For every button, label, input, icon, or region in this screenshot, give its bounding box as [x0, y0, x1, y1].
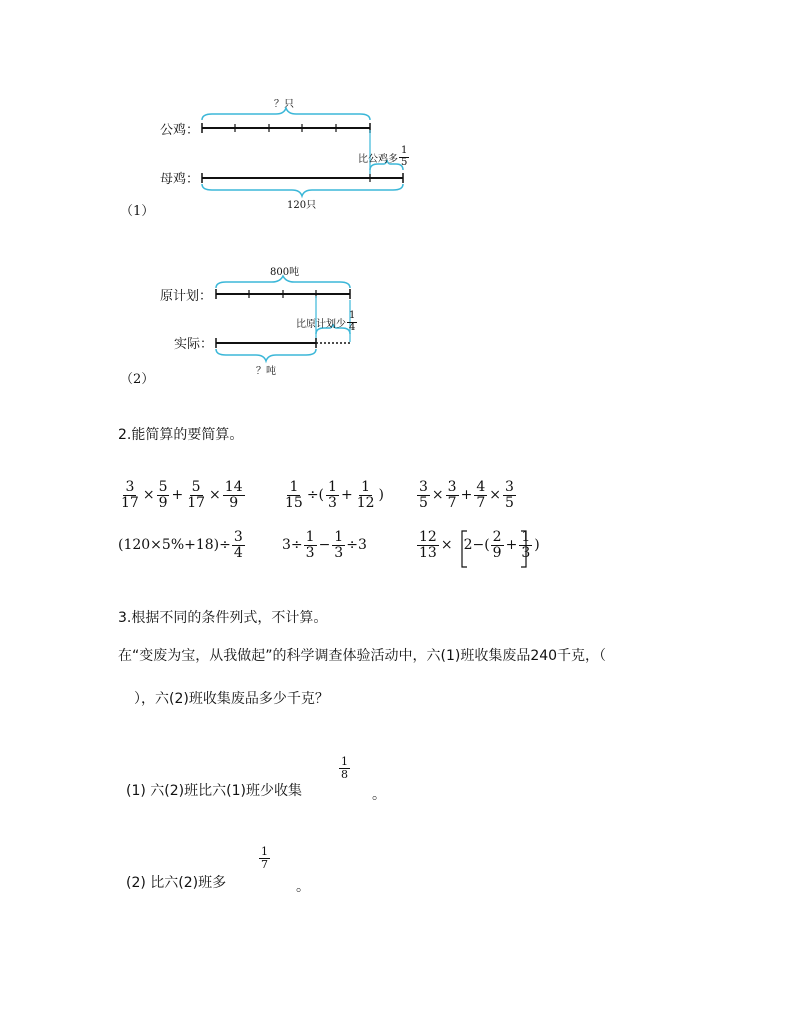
diagram2-diff-text: 比原计划少	[296, 318, 346, 330]
fraction-denominator: 7	[261, 857, 268, 871]
fraction-numerator: 12	[419, 529, 437, 545]
diagram1-row2-label: 母鸡：	[160, 172, 200, 187]
fraction	[119, 480, 141, 510]
fraction-numerator: 1	[401, 145, 408, 156]
fraction-numerator: 1	[361, 479, 371, 495]
expression-4	[118, 530, 246, 560]
fraction-numerator: 5	[191, 479, 201, 495]
fraction	[157, 480, 170, 510]
fraction	[185, 480, 207, 510]
fraction-denominator: 15	[285, 494, 303, 511]
fraction-denominator: 9	[158, 494, 168, 511]
fraction-denominator: 7	[447, 494, 457, 511]
q3-condition-2-end: 。	[296, 879, 310, 895]
fraction-numerator: 1	[261, 845, 268, 858]
fraction	[326, 480, 339, 510]
fraction-denominator: 8	[341, 767, 348, 781]
diagram1-diff-fraction	[399, 146, 409, 168]
times-symbol: ×	[440, 537, 453, 554]
fraction-denominator: 3	[328, 494, 337, 511]
fraction-denominator: 12	[356, 494, 375, 511]
expression-6	[416, 530, 541, 560]
plus-symbol: +	[460, 487, 473, 504]
fraction-numerator: 5	[158, 479, 168, 495]
fraction	[223, 480, 245, 510]
fraction-denominator: 3	[334, 544, 344, 561]
plus-symbol: +	[340, 487, 353, 504]
fraction	[519, 530, 532, 560]
fraction	[474, 480, 487, 510]
diagram1-index: （1）	[120, 204, 155, 219]
fraction-denominator: 7	[476, 494, 486, 511]
q3-line1: 在“变废为宝，从我做起”的科学调查体验活动中，六(1)班收集废品240千克，（	[118, 648, 607, 664]
expression-2	[282, 480, 385, 510]
fraction	[232, 530, 245, 560]
fraction-numerator: 3	[125, 479, 135, 495]
q2-heading: 2.能简算的要简算。	[118, 427, 244, 443]
fraction-numerator: 1	[341, 755, 348, 768]
fraction-denominator: 3	[521, 544, 531, 561]
fraction-numerator: 1	[349, 310, 356, 321]
diagram2-diff-fraction	[347, 311, 357, 333]
expression-5	[282, 530, 367, 560]
diagram2-index: （2）	[120, 372, 155, 387]
diagram2-row1-label: 原计划：	[160, 289, 213, 304]
diagram1-row1-label: 公鸡：	[160, 123, 200, 138]
fraction-denominator: 5	[504, 494, 514, 511]
fraction-numerator: 1	[289, 479, 299, 495]
q3-condition-2-text: (2) 比六(2)班多	[126, 875, 227, 891]
minus-symbol: −	[318, 537, 331, 554]
q3-heading: 3.根据不同的条件列式，不计算。	[118, 610, 328, 626]
times-symbol: ×	[489, 487, 501, 504]
diagram1-diff-text: 比公鸡多	[358, 153, 398, 165]
fraction	[304, 530, 317, 560]
expression-text: (120×5%+18)÷	[118, 537, 231, 554]
fraction-numerator: 2	[492, 529, 502, 545]
plus-symbol: +	[171, 487, 184, 504]
diagram2-top-label: 800吨	[270, 267, 300, 278]
plus-symbol: +	[505, 537, 518, 554]
fraction-denominator: 9	[492, 544, 502, 561]
fraction	[491, 530, 504, 560]
diagram2-diff-note	[296, 311, 358, 333]
times-symbol: ×	[142, 487, 155, 504]
fraction	[503, 480, 516, 510]
close-paren: )	[378, 487, 384, 504]
fraction-denominator: 17	[187, 494, 206, 511]
fraction-numerator: 1	[328, 479, 337, 495]
diagram1-top-label: ？只	[274, 99, 294, 110]
fraction-denominator: 9	[229, 494, 239, 511]
q3-line2: ），六(2)班收集废品多少千克？	[134, 691, 329, 707]
fraction-denominator: 5	[401, 156, 408, 168]
fraction-numerator: 3	[504, 479, 514, 495]
diagram2-bottom-label: ？吨	[256, 366, 276, 377]
fraction-denominator: 13	[419, 544, 437, 561]
fraction-denominator: 17	[121, 494, 139, 511]
fraction	[283, 480, 305, 510]
fraction	[339, 756, 350, 780]
expression-1	[118, 480, 246, 510]
fraction	[355, 480, 377, 510]
fraction-numerator: 1	[521, 529, 531, 545]
fraction-numerator: 3	[447, 479, 457, 495]
fraction-denominator: 3	[305, 544, 315, 561]
q3-condition-2-fraction	[258, 846, 271, 870]
expression-text: 3÷	[282, 537, 303, 554]
fraction-numerator: 1	[334, 529, 344, 545]
q3-condition-1-text: (1) 六(2)班比六(1)班少收集	[126, 783, 302, 799]
fraction-numerator: 1	[305, 529, 315, 545]
fraction-denominator: 4	[349, 321, 356, 333]
divide-symbol: ÷(	[306, 487, 325, 504]
fraction	[259, 846, 270, 870]
fraction-denominator: 4	[233, 544, 243, 561]
expression-3	[416, 480, 517, 510]
fraction-numerator: 14	[224, 479, 243, 495]
diagram1-bottom-label: 120只	[287, 200, 317, 211]
fraction-numerator: 4	[476, 479, 486, 495]
fraction	[332, 530, 345, 560]
close-paren: )	[534, 537, 540, 554]
diagram2-row2-label: 实际：	[174, 337, 214, 352]
times-symbol: ×	[431, 487, 444, 504]
diagram1-diff-note	[358, 146, 410, 168]
fraction	[417, 530, 439, 560]
expression-text: ÷3	[346, 537, 367, 554]
fraction	[446, 480, 459, 510]
fraction-numerator: 3	[233, 529, 243, 545]
q3-condition-1-fraction	[338, 756, 351, 780]
expression-text: 2−(	[463, 537, 490, 554]
fraction-denominator: 5	[419, 494, 428, 511]
times-symbol: ×	[209, 487, 221, 504]
q3-condition-1-end: 。	[372, 787, 386, 803]
fraction-numerator: 3	[419, 479, 428, 495]
fraction	[417, 480, 430, 510]
